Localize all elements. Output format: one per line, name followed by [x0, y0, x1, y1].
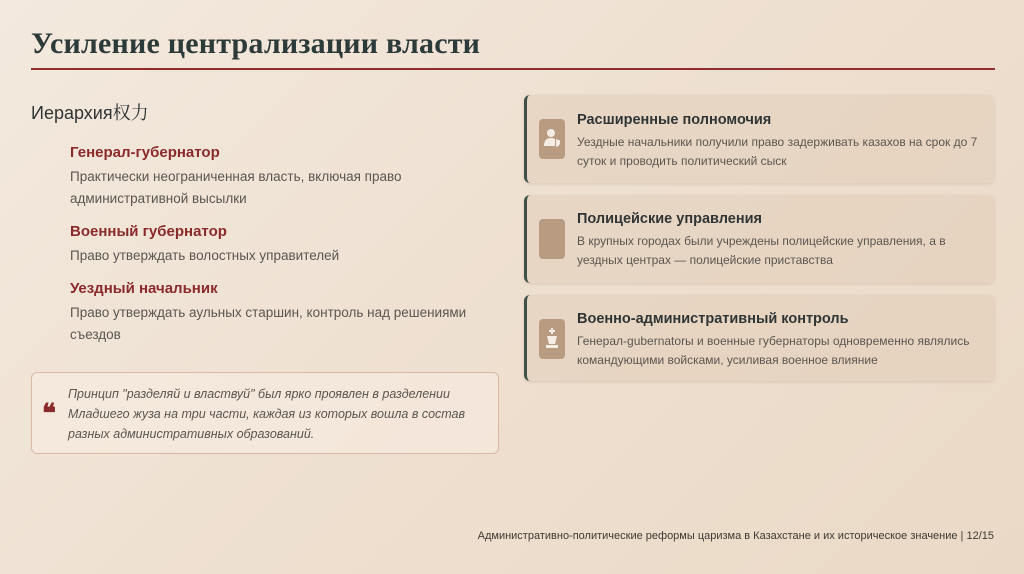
card-police-departments	[524, 195, 994, 283]
hierarchy-item-description: Право утверждать аульных старшин, контроль над решениями съездов	[70, 305, 467, 342]
hierarchy-item-title: Уездный начальник	[70, 280, 218, 297]
hierarchy-item-title: Генерал-губернатор	[70, 144, 220, 161]
card-expanded-powers	[524, 95, 994, 183]
quote-text: Принцип "разделяй и властвуй" был ярко проявлен в разделении Младшего жуза на три части, каждая из которых вошла в состав разных административных образований.	[68, 387, 466, 441]
hierarchy-heading: Иерархия权力	[31, 103, 149, 123]
card-description: Уездные начальники получили право задерживать казахов на срок до 7 суток и проводить политический сыск	[577, 135, 978, 168]
user-shield-icon	[539, 119, 565, 159]
card-title: Полицейские управления	[577, 211, 762, 227]
card-description: Генерал-gubernatorы и военные губернаторы одновременно являлись командующими войсками, усиливая военное влияние	[577, 334, 970, 367]
quote-icon: ❝	[42, 399, 56, 429]
hierarchy-item-description: Практически неограниченная власть, включая право административной высылки	[70, 169, 402, 206]
slide-footer: Административно-политические реформы царизма в Казахстане и их историческое значение | 12/15	[477, 530, 994, 542]
title-divider	[31, 68, 995, 70]
hierarchy-item-description: Право утверждать волостных управителей	[70, 248, 340, 263]
card-title: Расширенные полномочия	[577, 112, 772, 128]
card-description: В крупных городах были учреждены полицейские управления, а в уездных центрах — полицейские приставства	[577, 234, 946, 267]
hierarchy-item-title: Военный губернатор	[70, 223, 227, 240]
quote-box	[31, 372, 499, 454]
slide-title: Усиление централизации власти	[31, 27, 481, 60]
blank-icon	[539, 219, 565, 259]
hierarchy-item-district-chief	[70, 279, 510, 346]
hierarchy-item-military-governor	[70, 222, 510, 267]
card-title: Военно-административный контроль	[577, 311, 849, 327]
card-military-administrative-control	[524, 295, 994, 381]
chess-king-icon	[539, 319, 565, 359]
hierarchy-item-governor-general	[70, 143, 510, 210]
